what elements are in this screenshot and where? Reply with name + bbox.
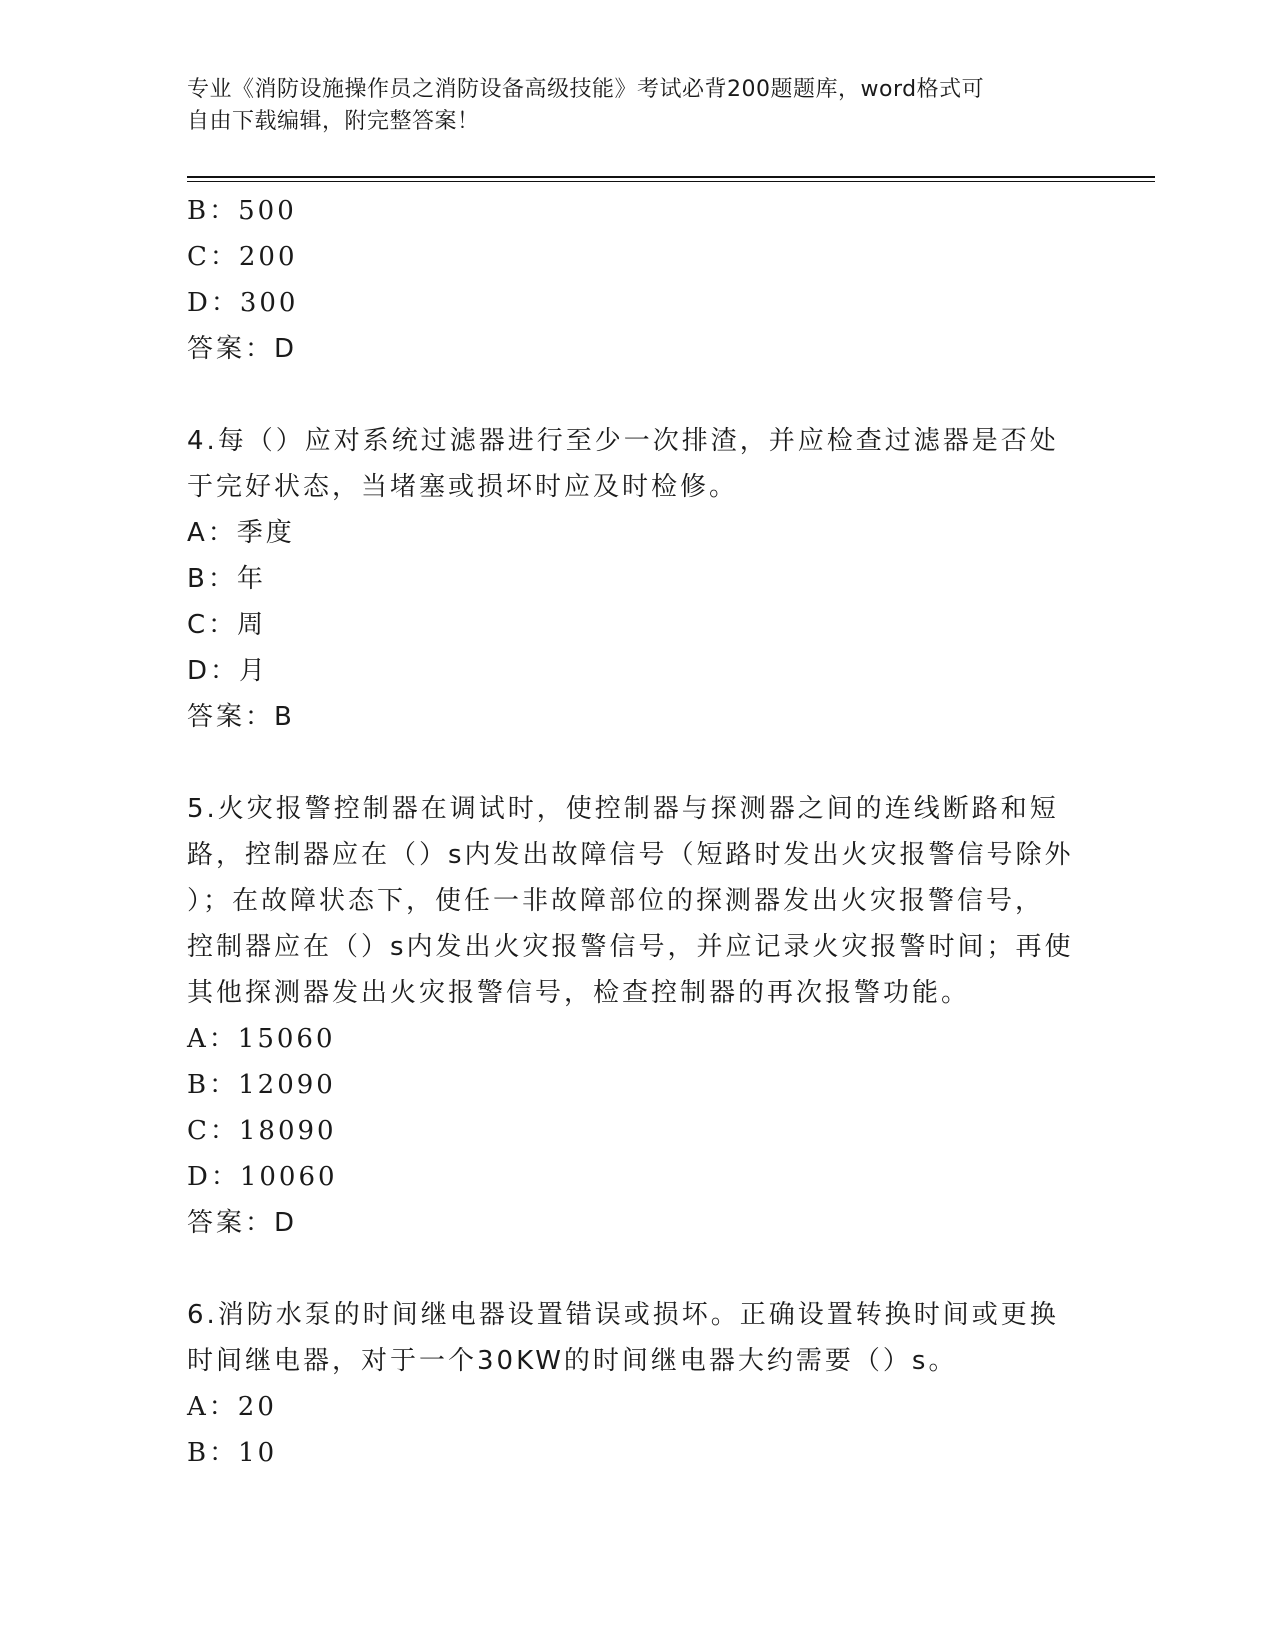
option-c: C：18090 [187,1116,337,1146]
option-a: A：15060 [187,1024,336,1054]
answer-label: 答案：D [187,1208,298,1238]
question-6 [187,1292,1107,1476]
option-a: A：20 [187,1392,277,1422]
answer-label: 答案：D [187,334,298,364]
question-stem-line: 6.消防水泵的时间继电器设置错误或损坏。正确设置转换时间或更换 [187,1300,1059,1330]
option-d: D：月 [187,656,269,686]
question-stem-line: 控制器应在（）s内发出火灾报警信号，并应记录火灾报警时间；再使 [187,932,1074,962]
question-5 [187,786,1107,1246]
question-stem-line: 4.每（）应对系统过滤器进行至少一次排渣，并应检查过滤器是否处 [187,426,1059,456]
header-rule-thin [187,181,1155,182]
answer-label: 答案：B [187,702,295,732]
header-line-2: 自由下载编辑，附完整答案！ [187,109,480,134]
question-stem-line: 于完好状态，当堵塞或损坏时应及时检修。 [187,472,739,502]
header-line-1: 专业《消防设施操作员之消防设备高级技能》考试必背200题题库，word格式可 [187,77,985,102]
question-list [187,188,1107,1476]
header-rule-thick [187,176,1155,178]
question-stem-line: 其他探测器发出火灾报警信号，检查控制器的再次报警功能。 [187,978,971,1008]
option-d: D：300 [187,288,299,318]
option-b: B：年 [187,564,266,594]
option-b: B：10 [187,1438,278,1468]
question-stem-line: 5.火灾报警控制器在调试时，使控制器与探测器之间的连线断路和短 [187,794,1059,824]
option-a: A：季度 [187,518,295,548]
spacer [187,372,1107,418]
option-b: B：12090 [187,1070,336,1100]
question-stem-line: 时间继电器，对于一个30KW的时间继电器大约需要（）s。 [187,1346,958,1376]
question-3-tail [187,188,1107,372]
option-d: D：10060 [187,1162,338,1192]
option-c: C：200 [187,242,298,272]
document-header [187,74,1077,138]
question-4 [187,418,1107,740]
question-stem-line: ）；在故障状态下，使任一非故障部位的探测器发出火灾报警信号， [187,886,1045,916]
spacer [187,1246,1107,1292]
question-stem-line: 路，控制器应在（）s内发出故障信号（短路时发出火灾报警信号除外 [187,840,1074,870]
option-c: C：周 [187,610,267,640]
option-b: B：500 [187,196,297,226]
spacer [187,740,1107,786]
